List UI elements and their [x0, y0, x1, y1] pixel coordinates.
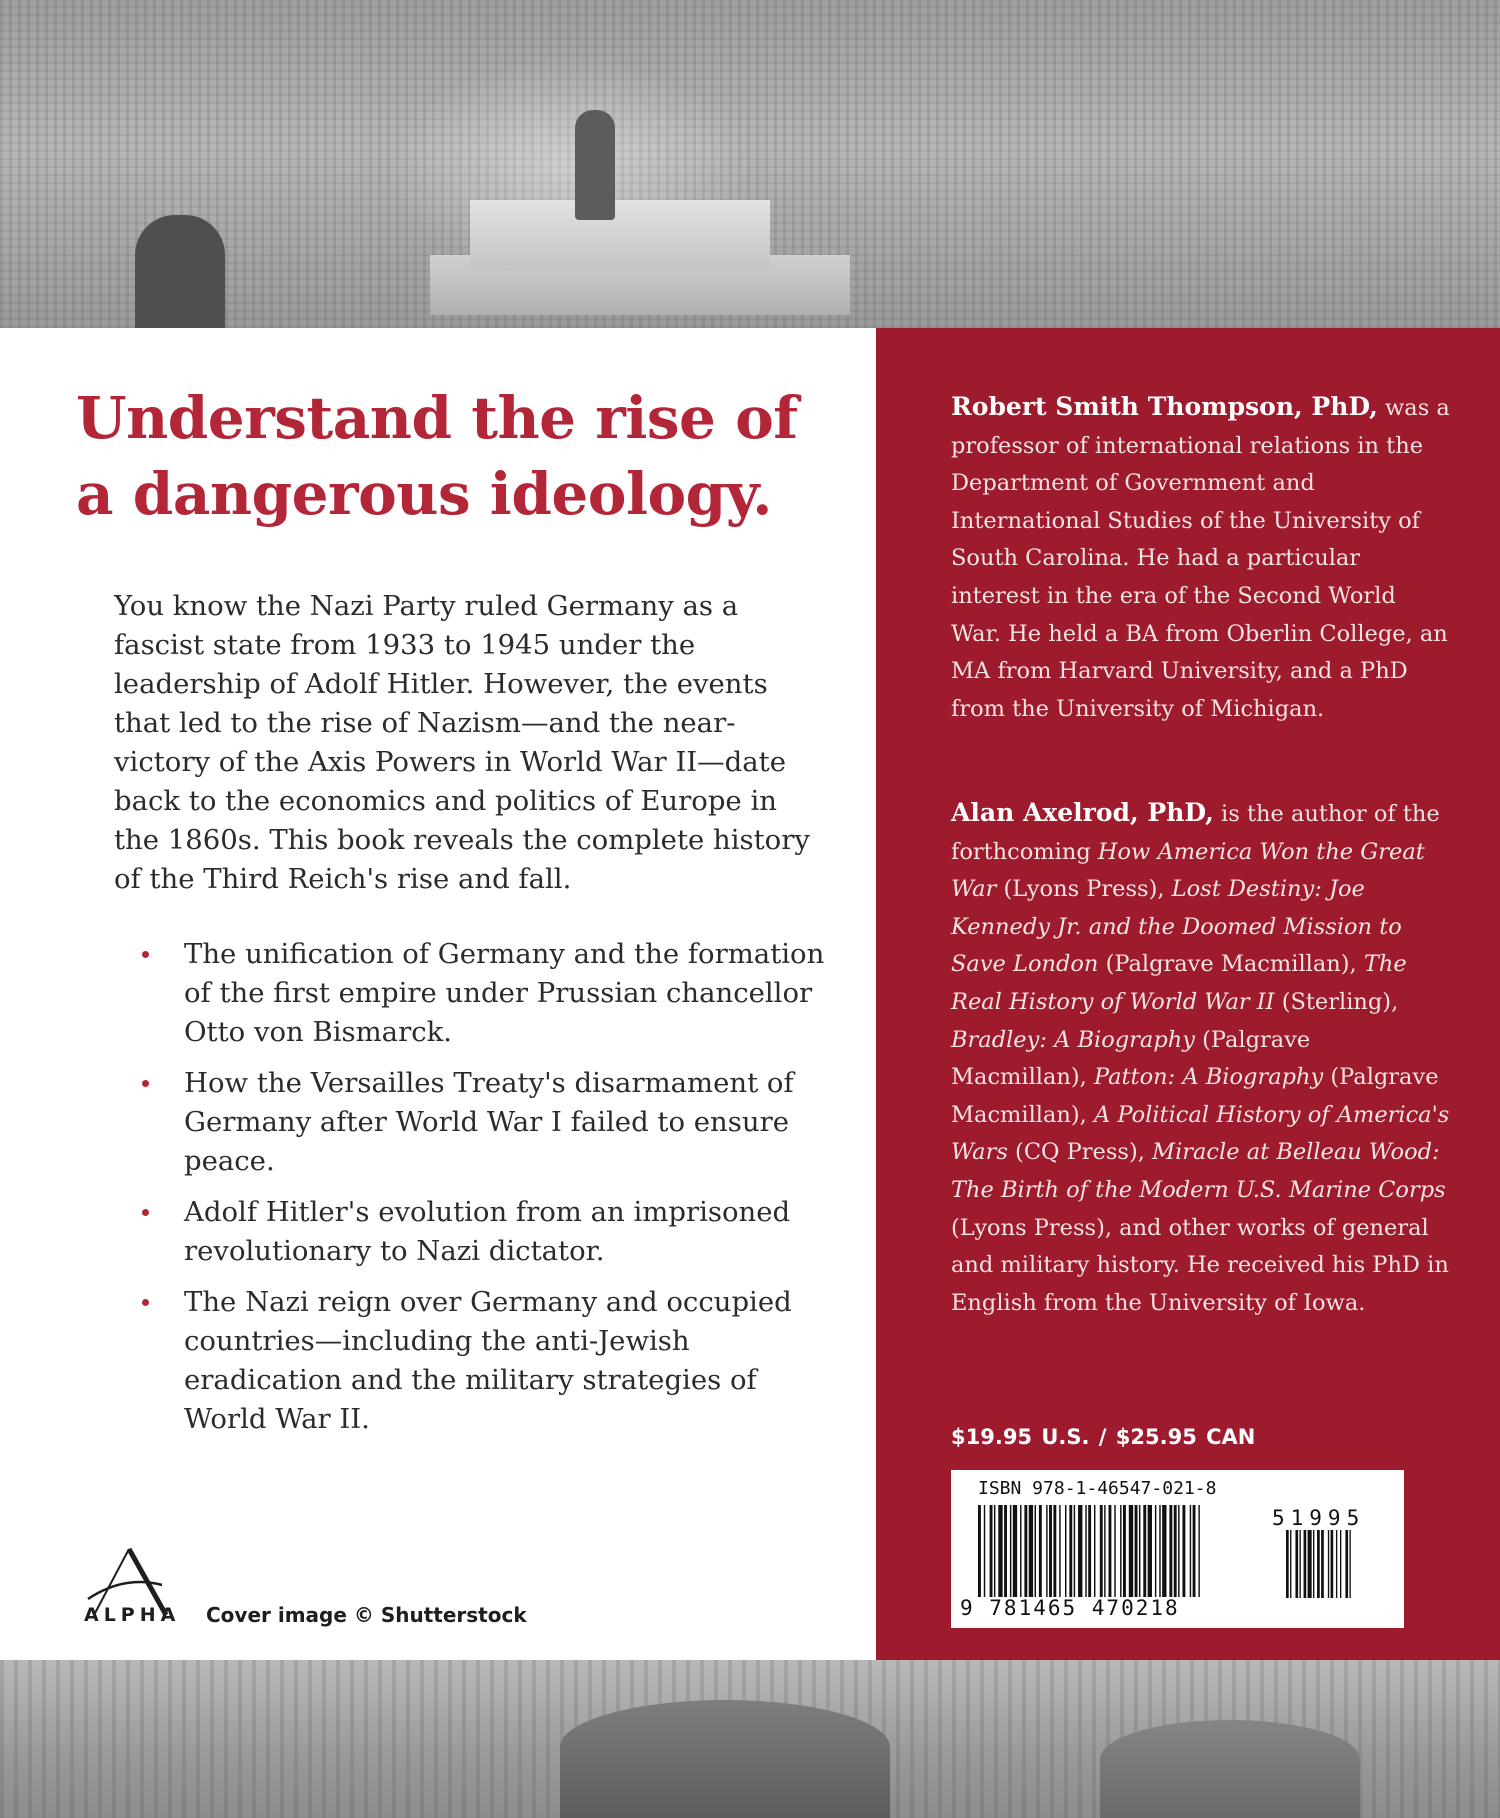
barcode-bar [1174, 1505, 1177, 1597]
barcode-bar [998, 1505, 1002, 1597]
barcode-bar [1290, 1530, 1291, 1598]
barcode-bar [1069, 1505, 1072, 1597]
bullet-text: The unification of Germany and the formation of the first empire under Prussian chancellor Otto von Bismarck. [184, 938, 825, 1048]
barcode-digits: 9 781465 470218 [960, 1596, 1180, 1620]
bio-text: (Palgrave Macmillan), [951, 1064, 1439, 1128]
headline [76, 380, 856, 532]
author-bio-axelrod [951, 794, 1451, 1322]
barcode-bar [1340, 1530, 1341, 1598]
barcode-bar [1313, 1530, 1314, 1598]
author-bio-thompson [951, 388, 1451, 728]
bullet-dot-icon [142, 951, 149, 958]
bullet-item [140, 1283, 840, 1439]
headline-line-2: a dangerous ideology. [76, 460, 772, 528]
barcode-bar [1114, 1505, 1115, 1597]
photo-podium [470, 200, 770, 270]
bullet-text: The Nazi reign over Germany and occupied countries—including the anti-Jewish eradication and the military strategies of World War II. [184, 1286, 792, 1435]
bullet-dot-icon [142, 1299, 149, 1306]
book-title: Bradley: A Biography [951, 1026, 1195, 1053]
barcode-bar [994, 1505, 995, 1597]
bullet-item [140, 1193, 840, 1271]
price: $19.95 U.S. / $25.95 CAN [951, 1425, 1256, 1449]
book-title: Miracle at Belleau Wood: The Birth of the Modern U.S. Marine Corps [951, 1139, 1446, 1203]
headline-line-1: Understand the rise of [76, 384, 798, 452]
bullet-dot-icon [142, 1080, 149, 1087]
bio-text: (Palgrave Macmillan), [1098, 951, 1364, 978]
barcode-bar [1345, 1530, 1348, 1598]
barcode-bar [990, 1505, 993, 1597]
bullet-dot-icon [142, 1209, 149, 1216]
bio-text: (Palgrave Macmillan), [951, 1026, 1311, 1091]
barcode-bar [1162, 1505, 1166, 1597]
barcode-bar [1331, 1530, 1334, 1598]
intro-paragraph: You know the Nazi Party ruled Germany as a fascist state from 1933 to 1945 under the leadership of Adolf Hitler. However, the events that led to the rise of Nazism—and the near-victory of the Axis Powers in World War II—date back to the economics and politics of Europe in the 1860s. This book reveals the complete history of the Third Reich's rise and fall. [114, 590, 810, 895]
barcode-bar [1088, 1505, 1091, 1597]
barcode-bar [1300, 1530, 1301, 1598]
barcode-bar [978, 1505, 981, 1597]
bullet-item [140, 1064, 840, 1181]
book-title: A Political History of America's Wars [951, 1101, 1450, 1166]
photo-vehicle-2 [1100, 1720, 1360, 1818]
author-name-thompson: Robert Smith Thompson, PhD, [951, 392, 1378, 421]
barcode-bar [1178, 1505, 1179, 1597]
barcode-addon-digits: 51995 [1272, 1506, 1366, 1530]
barcode-bar [1039, 1505, 1042, 1597]
publisher-name: ALPHA [84, 1604, 181, 1626]
barcode-bar [1078, 1505, 1082, 1597]
barcode-icon [960, 1505, 1260, 1597]
barcode-bar [984, 1505, 985, 1597]
barcode-bar [1317, 1530, 1320, 1598]
book-title: Patton: A Biography [1093, 1064, 1324, 1091]
barcode-bar [1193, 1505, 1196, 1597]
barcode-bar [1024, 1505, 1027, 1597]
barcode-bar [1065, 1505, 1066, 1597]
barcode-bar [1139, 1505, 1140, 1597]
barcode-bar [1308, 1530, 1312, 1598]
barcode-bar [1155, 1505, 1156, 1597]
barcode-bar [1321, 1530, 1324, 1598]
bullet-text: Adolf Hitler's evolution from an imprisoned revolutionary to Nazi dictator. [184, 1196, 791, 1267]
barcode-bar [1046, 1505, 1047, 1597]
bio-text: (Sterling), [1274, 988, 1399, 1015]
barcode-bar [1104, 1505, 1105, 1597]
bio-text: (Lyons Press), and other works of general and military history. He received his PhD in English from the University of Iowa. [951, 1214, 1449, 1316]
barcode-bar [1059, 1505, 1060, 1597]
author-bio-text: was a professor of international relations in the Department of Government and International Studies of the University of South Carolina. He had a particular interest in the era of the Second World War. He held a BA from Oberlin College, an MA from Harvard University, and a PhD from the University of Michigan. [951, 395, 1450, 722]
book-title: Lost Destiny: Joe Kennedy Jr. and the Doomed Mission to Save London [951, 876, 1402, 978]
barcode-bar [1159, 1505, 1160, 1597]
barcode-bar [1129, 1505, 1133, 1597]
barcode-bar [1295, 1530, 1298, 1598]
barcode-bar [1013, 1505, 1017, 1597]
isbn-label: ISBN 978-1-46547-021-8 [978, 1478, 1217, 1499]
barcode-bar [1004, 1505, 1007, 1597]
barcode-bar [1020, 1505, 1021, 1597]
book-title: The Real History of World War II [951, 951, 1407, 1015]
barcode-bar [1123, 1505, 1126, 1597]
barcode-bar [1049, 1505, 1052, 1597]
barcode-bar [1143, 1505, 1146, 1597]
barcode-bar [1010, 1505, 1011, 1597]
barcode-bar [1100, 1505, 1103, 1597]
bio-text: (CQ Press), [1007, 1139, 1153, 1166]
barcode-bar [1190, 1505, 1191, 1597]
barcode-bar [1304, 1530, 1307, 1598]
photo-foreground-figure [135, 215, 225, 328]
book-title: How America Won the Great War [951, 838, 1425, 903]
cover-credit: Cover image © Shutterstock [206, 1603, 527, 1627]
barcode-bar [1182, 1505, 1185, 1597]
barcode-bar [1109, 1505, 1112, 1597]
author-name-axelrod: Alan Axelrod, PhD, [951, 798, 1214, 827]
barcode-addon-icon [1268, 1530, 1396, 1598]
barcode-bar [1148, 1505, 1152, 1597]
barcode-bar [1336, 1530, 1337, 1598]
barcode-bar [1094, 1505, 1095, 1597]
barcode-bar [1286, 1530, 1289, 1598]
barcode-bar [1053, 1505, 1056, 1597]
photo-speaker-figure [575, 110, 615, 220]
barcode-bar [1169, 1505, 1172, 1597]
barcode-bar [1120, 1505, 1121, 1597]
bullet-list [140, 935, 840, 1451]
bullet-item [140, 935, 840, 1052]
barcode-bar [1074, 1505, 1075, 1597]
barcode-bar [1029, 1505, 1033, 1597]
barcode-bar [1349, 1530, 1350, 1598]
bio-text: (Lyons Press), [996, 876, 1172, 903]
barcode-bar [1135, 1505, 1138, 1597]
bullet-text: How the Versailles Treaty's disarmament of Germany after World War I failed to ensure peace. [184, 1067, 794, 1177]
photo-vehicle [560, 1700, 890, 1818]
barcode-bar [1085, 1505, 1086, 1597]
barcode-bar [1328, 1530, 1329, 1598]
bio-text: is the author of the forthcoming [951, 801, 1440, 865]
barcode-bar [1198, 1505, 1199, 1597]
barcode-bar [1035, 1505, 1036, 1597]
